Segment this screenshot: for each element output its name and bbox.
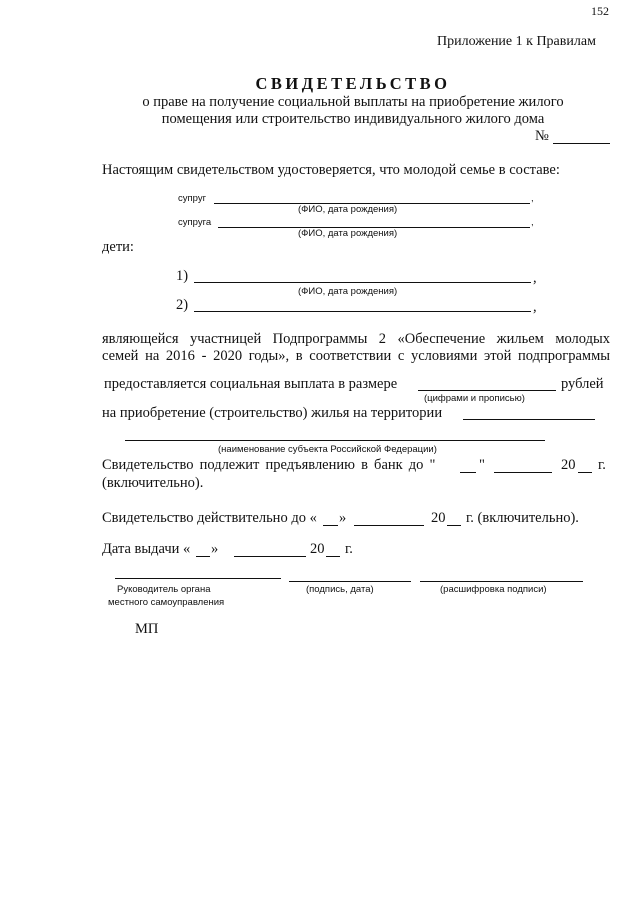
certificate-number-line[interactable] bbox=[553, 143, 610, 144]
husband-hint: (ФИО, дата рождения) bbox=[298, 204, 398, 215]
husband-label: супруг bbox=[178, 193, 207, 204]
valid-text: Свидетельство действительно до « bbox=[102, 510, 317, 526]
territory-line-1[interactable] bbox=[463, 419, 595, 420]
valid-quote-close: » bbox=[339, 510, 347, 526]
issue-suffix: г. bbox=[345, 541, 353, 557]
child-2-line[interactable] bbox=[194, 311, 531, 312]
payment-currency: рублей bbox=[561, 376, 604, 392]
payment-hint: (цифрами и прописью) bbox=[424, 393, 525, 404]
signature-line[interactable] bbox=[289, 581, 411, 582]
subtitle-line-2: помещения или строительство индивидуального жилого дома bbox=[161, 111, 545, 127]
appendix-note: Приложение 1 к Правилам bbox=[437, 34, 596, 49]
husband-comma: , bbox=[531, 193, 534, 204]
issue-text: Дата выдачи « bbox=[102, 541, 191, 557]
issue-year-line[interactable] bbox=[326, 556, 340, 557]
head-label-line-1: Руководитель органа bbox=[117, 584, 211, 595]
signature-hint: (подпись, дата) bbox=[306, 584, 374, 595]
program-line-2: семей на 2016 - 2020 годы», в соответствии с условиями этой подпрограммы bbox=[102, 348, 610, 364]
valid-suffix: г. (включительно). bbox=[466, 510, 579, 526]
bank-day-line[interactable] bbox=[460, 472, 476, 473]
children-label: дети: bbox=[102, 239, 134, 255]
document-title: СВИДЕТЕЛЬСТВО bbox=[255, 74, 451, 93]
program-line-1: являющейся участницей Подпрограммы 2 «Обеспечение жильем молодых bbox=[102, 331, 610, 347]
wife-label: супруга bbox=[178, 217, 212, 228]
bank-year-line[interactable] bbox=[578, 472, 592, 473]
issue-month-line[interactable] bbox=[234, 556, 306, 557]
bank-quote-close: " bbox=[479, 457, 485, 473]
certificate-number-label: № bbox=[535, 128, 549, 144]
wife-hint: (ФИО, дата рождения) bbox=[298, 228, 398, 239]
child-1-hint: (ФИО, дата рождения) bbox=[298, 286, 398, 297]
bank-year-suffix: г. bbox=[598, 457, 606, 473]
page-number: 152 bbox=[591, 4, 609, 18]
child-1-label: 1) bbox=[176, 268, 189, 284]
payment-text: предоставляется социальная выплата в размере bbox=[104, 376, 398, 392]
bank-year: 20 bbox=[561, 457, 576, 473]
child-1-comma: , bbox=[533, 270, 537, 286]
territory-text: на приобретение (строительство) жилья на территории bbox=[102, 405, 443, 421]
bank-inclusive: (включительно). bbox=[102, 475, 204, 491]
valid-year-line[interactable] bbox=[447, 525, 461, 526]
valid-day-line[interactable] bbox=[323, 525, 338, 526]
child-2-comma: , bbox=[533, 299, 537, 315]
intro-text: Настоящим свидетельством удостоверяется, что молодой семье в составе: bbox=[102, 162, 560, 178]
subtitle-line-1: о праве на получение социальной выплаты на приобретение жилого bbox=[142, 94, 564, 110]
head-signature-line[interactable] bbox=[115, 578, 281, 579]
decoding-hint: (расшифровка подписи) bbox=[440, 584, 547, 595]
bank-month-line[interactable] bbox=[494, 472, 552, 473]
issue-day-line[interactable] bbox=[196, 556, 210, 557]
wife-comma: , bbox=[531, 217, 534, 228]
territory-hint: (наименование субъекта Российской Федерации) bbox=[218, 444, 437, 455]
valid-year: 20 bbox=[431, 510, 446, 526]
payment-amount-line[interactable] bbox=[418, 390, 556, 391]
valid-month-line[interactable] bbox=[354, 525, 424, 526]
bank-text: Свидетельство подлежит предъявлению в банк до " bbox=[102, 457, 436, 473]
decoding-line[interactable] bbox=[420, 581, 583, 582]
head-label-line-2: местного самоуправления bbox=[108, 597, 225, 608]
territory-line-2[interactable] bbox=[125, 440, 545, 441]
issue-year: 20 bbox=[310, 541, 325, 557]
issue-quote-close: » bbox=[211, 541, 219, 557]
child-1-line[interactable] bbox=[194, 282, 531, 283]
stamp-place: МП bbox=[135, 621, 159, 637]
child-2-label: 2) bbox=[176, 297, 189, 313]
